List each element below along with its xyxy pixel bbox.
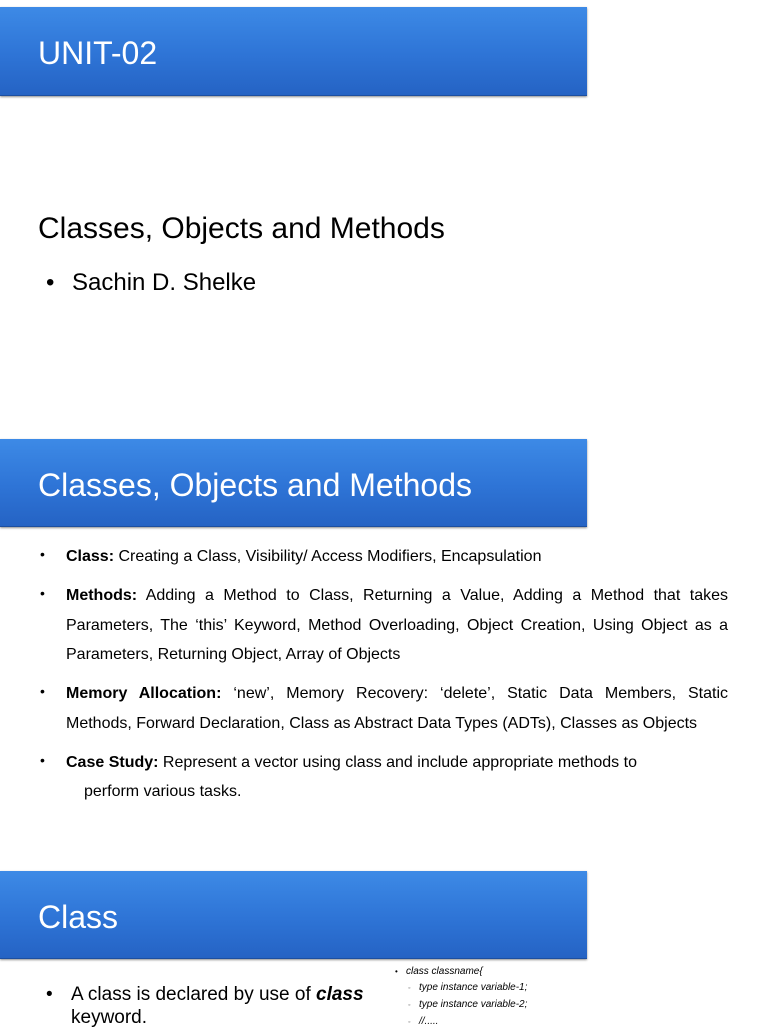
topic-item-class <box>38 542 728 572</box>
code-line <box>395 1014 527 1031</box>
class-declaration-bullet <box>46 983 376 1029</box>
sub-bullet-icon: ◦ <box>408 1002 411 1009</box>
topic-label: Case Study: <box>66 753 159 771</box>
class-syntax-code <box>395 964 527 1031</box>
topic-item-memory-allocation <box>38 679 728 738</box>
slide1-subtitle: Classes, Objects and Methods <box>38 212 445 245</box>
topic-text: Creating a Class, Visibility/ Access Modifiers, Encapsulation <box>114 548 542 565</box>
bullet-icon: • <box>40 546 45 562</box>
topic-label: Class: <box>66 548 115 565</box>
topic-label: Memory Allocation: <box>66 685 222 702</box>
slide3-title-banner <box>0 871 587 959</box>
topic-list <box>38 542 728 816</box>
topic-text: ‘new’, Memory Recovery: ‘delete’, Static Data Members, Static Methods, Forward Declaration, Class as Abstract Data Types (ADTs), Classes as Objects <box>66 685 729 732</box>
topic-text-continued: perform various tasks. <box>84 783 242 800</box>
author-line <box>46 269 256 297</box>
topic-text: Represent a vector using class and include appropriate methods to <box>158 753 637 771</box>
slide1-banner-title: UNIT-02 <box>38 35 158 71</box>
code-line <box>395 964 527 980</box>
code-text: type instance variable-2; <box>419 999 528 1010</box>
code-line <box>395 980 527 997</box>
topic-item-methods <box>38 581 728 670</box>
slide2-title-banner <box>0 439 587 527</box>
topic-item-case-study <box>38 748 728 807</box>
sub-bullet-icon: ◦ <box>408 985 411 992</box>
bullet-text-continued: keyword. <box>71 1007 148 1028</box>
code-text: type instance variable-1; <box>419 982 528 993</box>
slide3-banner-title: Class <box>38 899 119 935</box>
slide1-title-banner <box>0 7 587 96</box>
bullet-icon: • <box>40 683 45 699</box>
bullet-icon: • <box>46 984 53 1005</box>
code-text: //..... <box>419 1016 439 1027</box>
bullet-icon: • <box>46 269 55 296</box>
bullet-icon: • <box>395 967 398 976</box>
bullet-icon: • <box>40 751 45 768</box>
bullet-text: A class is declared by use of <box>71 984 317 1005</box>
bullet-icon: • <box>40 585 45 601</box>
slide2-banner-title: Classes, Objects and Methods <box>38 467 472 503</box>
topic-text: Adding a Method to Class, Returning a Value, Adding a Method that takes Parameters, The ‘this’ Keyword, Method Overloading, Object Creation, Using Object as a Parameters, Returning Object, Array of Objects <box>66 587 728 663</box>
class-keyword: class <box>316 984 364 1005</box>
sub-bullet-icon: ◦ <box>408 1019 411 1026</box>
code-line <box>395 997 527 1014</box>
topic-label: Methods: <box>66 587 138 604</box>
author-name: Sachin D. Shelke <box>72 269 257 296</box>
code-text: class classname{ <box>406 966 483 977</box>
